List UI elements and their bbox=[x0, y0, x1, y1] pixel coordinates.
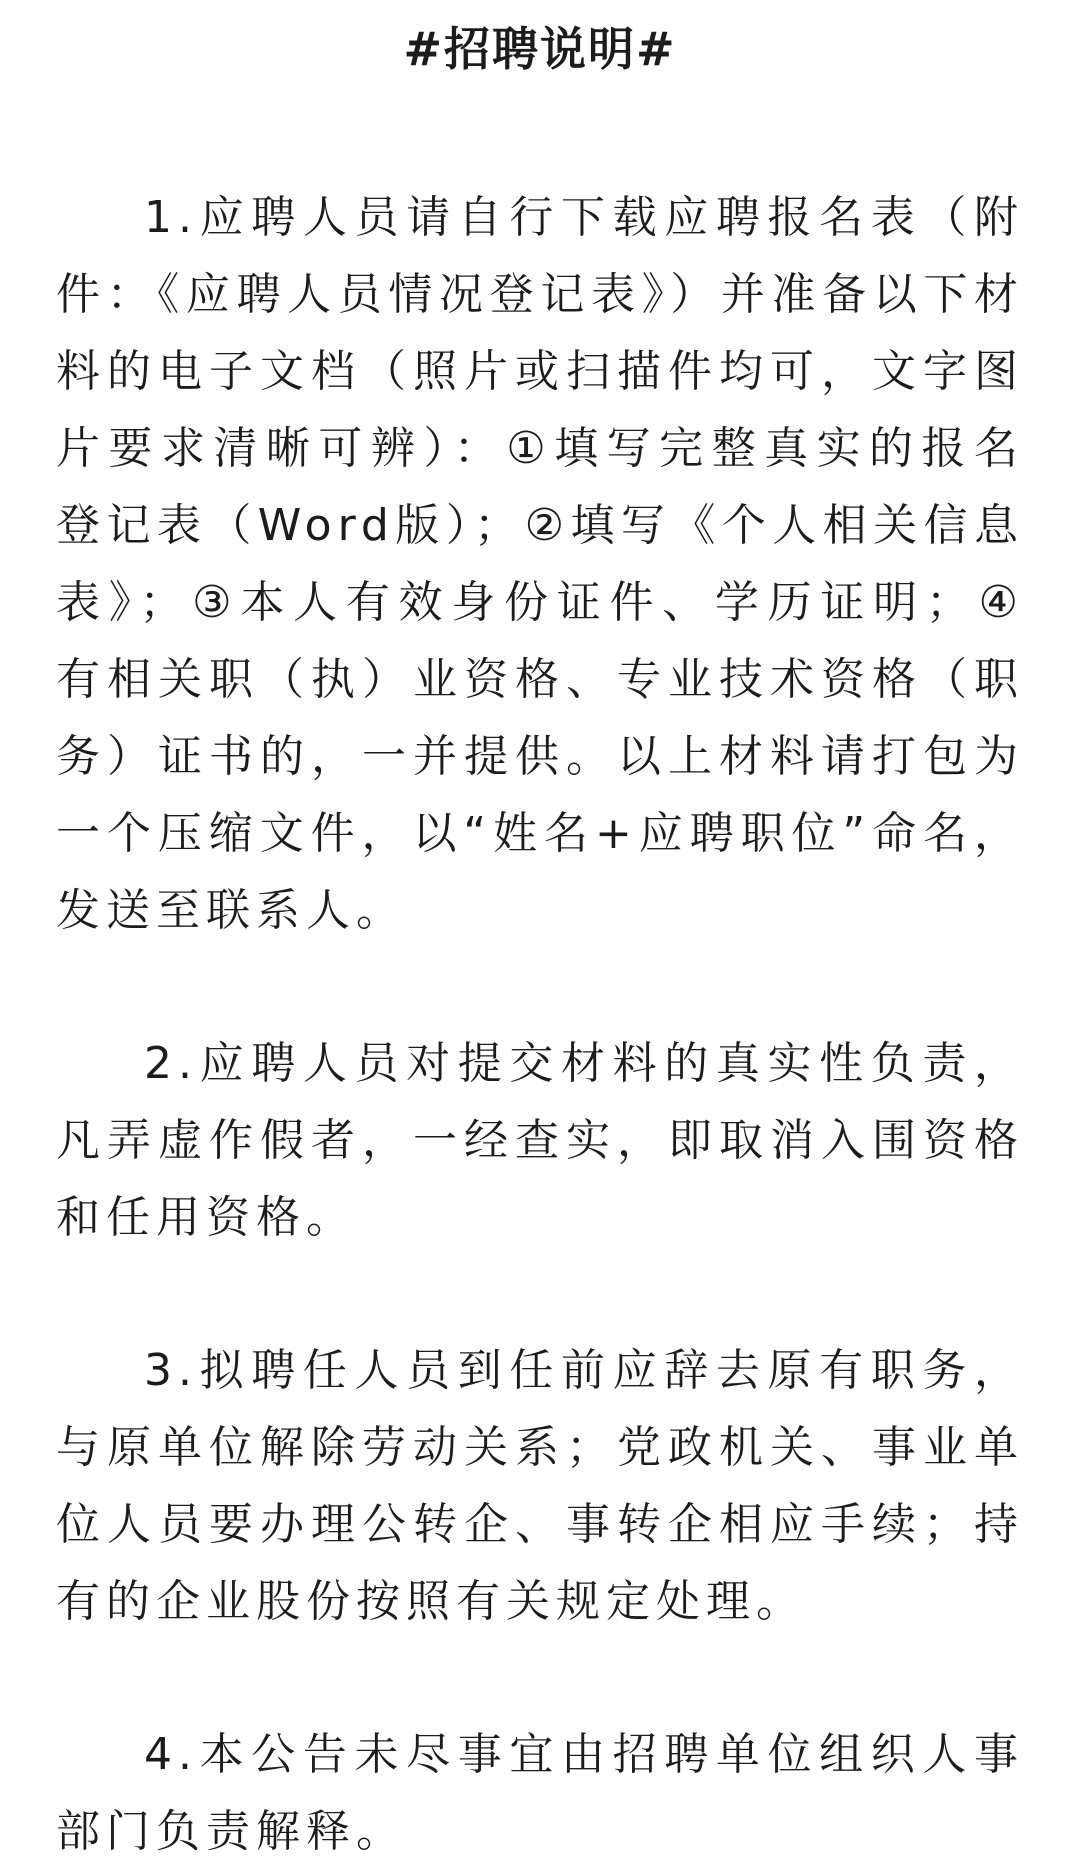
paragraph-3: 3.拟聘任人员到任前应辞去原有职务，与原单位解除劳动关系；党政机关、事业单位人员要办理公转企、事转企相应手续；持有的企业股份按照有关规定处理。 bbox=[56, 1345, 1024, 1627]
paragraph-1: 1.应聘人员请自行下载应聘报名表（附件：《应聘人员情况登记表》）并准备以下材料的电子文档（照片或扫描件均可，文字图片要求清晰可辨）：①填写完整真实的报名登记表（Word版）；②填写《个人相关信息表》；③本人有效身份证件、学历证明；④有相关职（执）业资格、专业技术资格（职务）证书的，一并提供。以上材料请打包为一个压缩文件，以“姓名+应聘职位”命名，发送至联系人。 bbox=[56, 192, 1024, 936]
page-title: #招聘说明# bbox=[403, 22, 677, 76]
paragraph-4: 4.本公告未尽事宜由招聘单位组织人事部门负责解释。 bbox=[56, 1729, 1024, 1857]
paragraph-2: 2.应聘人员对提交材料的真实性负责，凡弄虚作假者，一经查实，即取消入围资格和任用资格。 bbox=[56, 1038, 1024, 1243]
